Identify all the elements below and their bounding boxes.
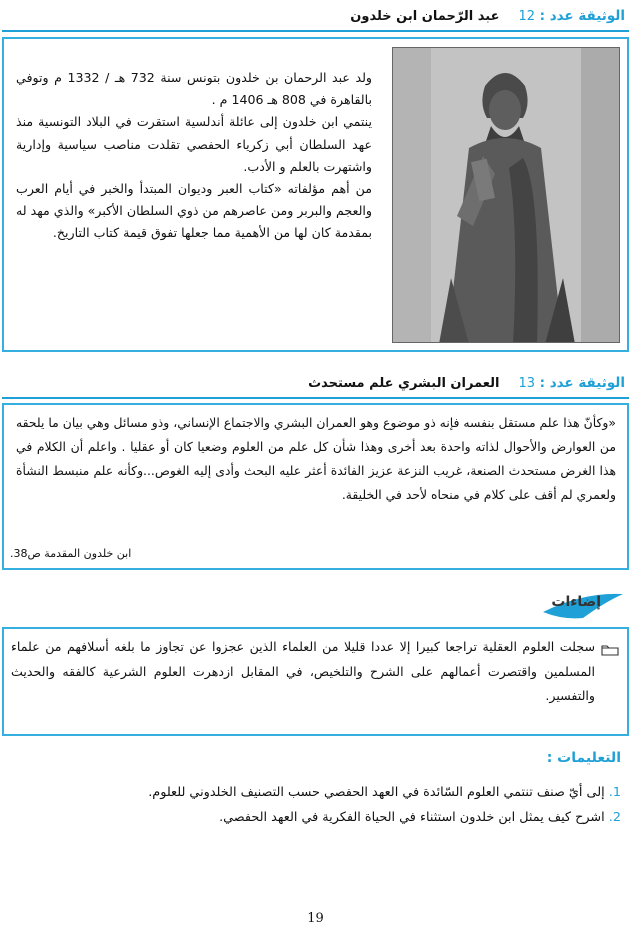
doc13-quote: [16, 411, 616, 507]
instruction-item-1: [148, 785, 621, 800]
doc12-text: [16, 67, 372, 245]
doc13-number: 13: [518, 376, 536, 391]
doc12-paragraph-3: من أهم مؤلفاته «كتاب العبر وديوان المبتدأ والخبر في أيام العرب والعجم والبربر ومن عاصرهم من ذوي السلطان الأكبر» والذي مهد له بمقدمة كان لها من الأهمية مما جعلها تفوق قيمة كتاب التاريخ.: [16, 181, 372, 241]
instruction-item-2: [219, 810, 621, 825]
instructions-title: التعليمات :: [546, 750, 621, 766]
doc12-paragraph-2: ينتمي ابن خلدون إلى عائلة أندلسية استقرت في البلاد التونسية منذ عهد السلطان أبي زكرياء الحفصي تقلدت مناصب سياسية وإدارية واشتهرت بالعلم و الأدب.: [16, 114, 372, 174]
ibn-khaldun-statue-photo: [392, 47, 620, 343]
doc12-number: 12: [518, 9, 536, 24]
page-number: 19: [307, 911, 324, 926]
info-box: [2, 627, 629, 736]
info-title-badge: [537, 590, 627, 622]
doc13-source: ابن خلدون المقدمة ص38.: [10, 547, 132, 560]
doc12-box: [2, 37, 629, 352]
doc12-paragraph-1: ولد عبد الرحمان بن خلدون بتونس سنة 732 هـ / 1332 م وتوفي بالقاهرة في 808 هـ 1406 م .: [16, 70, 372, 108]
instruction-number-2: 2.: [608, 810, 621, 825]
info-title: إضاءات: [551, 594, 601, 610]
doc13-box: [2, 403, 629, 570]
doc13-header-rule: [2, 397, 629, 399]
instruction-text-1: إلى أيّ صنف تنتمي العلوم السّائدة في العهد الحفصي حسب التصنيف الخلدوني للعلوم.: [148, 785, 605, 800]
instruction-number-1: 1.: [608, 785, 621, 800]
doc13-label: الوثيقة عدد :: [539, 375, 625, 391]
instruction-text-2: اشرح كيف يمثل ابن خلدون استثناء في الحياة الفكرية في العهد الحفصي.: [219, 810, 605, 825]
doc12-header: [325, 8, 625, 28]
doc12-label: الوثيقة عدد :: [539, 8, 625, 24]
doc13-title: العمران البشري علم مستحدث: [308, 376, 500, 391]
info-paragraph: سجلت العلوم العقلية تراجعا كبيرا إلا عددا قليلا من العلماء الذين عجزوا عن تجاوز ما بلغه أسلافهم من علماء المسلمين واقتصرت أعمالهم على الشرح والتلخيص، في المقابل ازدهرت العلوم الشرعية كالفقه والحديث والتفسير.: [11, 639, 595, 703]
doc13-header: [295, 375, 625, 395]
folder-icon: [601, 641, 619, 654]
doc12-header-rule: [2, 30, 629, 32]
info-text: [11, 635, 595, 709]
doc12-title: عبد الرّحمان ابن خلدون: [350, 9, 500, 24]
statue-illustration: [392, 48, 619, 343]
doc13-quote-text: «وكأنّ هذا علم مستقل بنفسه فإنه ذو موضوع وهو العمران البشري والاجتماع الإنساني، وذو مسائل وهي بيان ما يلحقه من العوارض والأحوال لذاته واحدة بعد أخرى وهذا شأن كل علم من العلوم وضعيا كان أو عقليا . واعلم أن الكلام في هذا الغرض مستحدث الصنعة، غريب النزعة عزيز الفائدة أعثر عليه البحث وأدى إليه الغوص...وكأنه علم منبسط النشأة ولعمري لم أقف على كلام في منحاه لأحد في الخليقة.: [16, 415, 616, 502]
